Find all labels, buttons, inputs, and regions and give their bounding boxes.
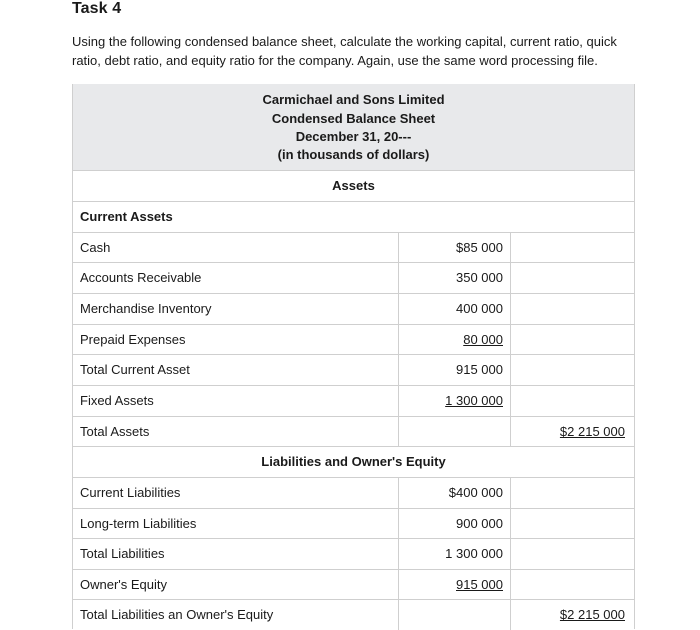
row-label: Total Liabilities — [80, 546, 165, 561]
row-label: Fixed Assets — [80, 393, 154, 408]
row-value: 1 300 000 — [445, 546, 503, 561]
balance-sheet-table — [72, 84, 635, 629]
table-row — [73, 416, 634, 447]
row-value: $85 000 — [456, 240, 503, 255]
task-title: Task 4 — [72, 0, 122, 17]
row-label: Accounts Receivable — [80, 270, 202, 285]
current-assets-heading: Current Assets — [80, 209, 173, 224]
sheet-units: (in thousands of dollars) — [277, 147, 430, 162]
balance-sheet-header — [73, 84, 634, 170]
sheet-date: December 31, 20--- — [295, 129, 412, 144]
row-label: Total Assets — [80, 424, 150, 439]
row-total: $2 215 000 — [559, 607, 625, 622]
task-instructions: Using the following condensed balance sheet, calculate the working capital, current ratio, quick ratio, debt ratio, and equity ratio for the company. Again, use the same word processing file. — [72, 34, 617, 68]
assets-heading-row — [73, 170, 634, 201]
row-value: 900 000 — [456, 516, 503, 531]
liabilities-heading-row — [73, 446, 634, 477]
company-name: Carmichael and Sons Limited — [262, 92, 445, 107]
row-label: Prepaid Expenses — [80, 332, 186, 347]
table-row — [73, 354, 634, 385]
row-total: $2 215 000 — [559, 424, 625, 439]
liabilities-heading: Liabilities and Owner's Equity — [261, 454, 446, 469]
table-row — [73, 232, 634, 263]
table-row — [73, 569, 634, 600]
table-row — [73, 324, 634, 355]
table-row — [73, 477, 634, 508]
assets-heading: Assets — [332, 178, 375, 193]
row-label: Current Liabilities — [80, 485, 181, 500]
table-row — [73, 508, 634, 539]
row-value: 1 300 000 — [445, 393, 503, 408]
row-value: 350 000 — [456, 270, 503, 285]
table-row — [73, 262, 634, 293]
row-value: 915 000 — [456, 577, 503, 592]
row-value: $400 000 — [448, 485, 503, 500]
row-label: Cash — [80, 240, 111, 255]
current-assets-heading-row — [73, 201, 634, 232]
row-label: Long-term Liabilities — [80, 516, 197, 531]
row-value: 400 000 — [456, 301, 503, 316]
table-row — [73, 538, 634, 569]
row-label: Owner's Equity — [80, 577, 168, 592]
table-row — [73, 599, 634, 630]
row-value: 915 000 — [456, 362, 503, 377]
table-row — [73, 385, 634, 416]
row-label: Total Liabilities an Owner's Equity — [80, 607, 274, 622]
row-label: Total Current Asset — [80, 362, 190, 377]
sheet-title: Condensed Balance Sheet — [271, 111, 436, 126]
row-value: 80 000 — [463, 332, 503, 347]
row-label: Merchandise Inventory — [80, 301, 212, 316]
table-row — [73, 293, 634, 324]
